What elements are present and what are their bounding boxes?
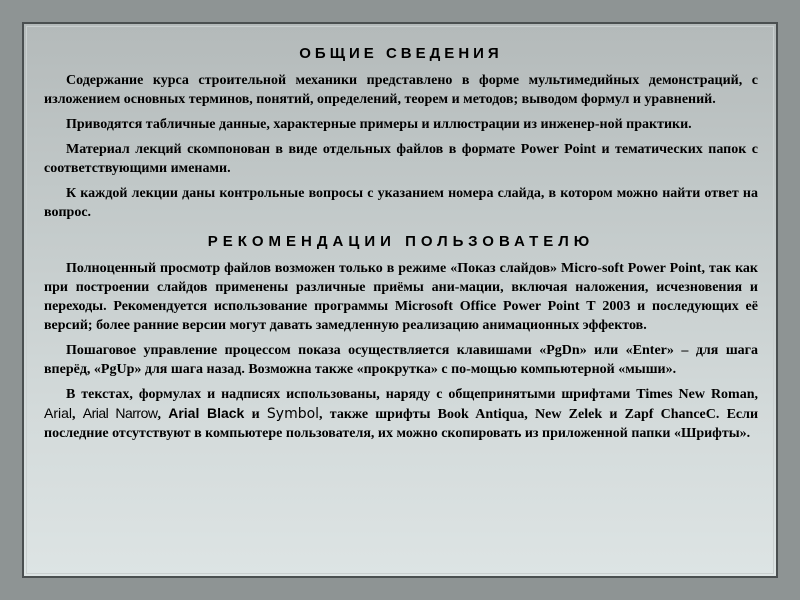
paragraph-rec-3: В текстах, формулах и надписях использованы, наряду с общепринятыми шрифтами Times New Roman, Arial, Arial Narrow, Arial Black и Symbol, также шрифты Book Antiqua, New Zelek и Zapf ChanceC. Если последние отсутствуют в компьютере пользователя, их можно скопировать из приложенной папки «Шрифты». <box>44 387 759 441</box>
content-area <box>44 24 758 449</box>
paragraph-rec-2: Пошаговое управление процессом показа осуществляется клавишами «PgDn» или «Enter» – для шага вперёд, «PgUp» для шага назад. Возможна также «прокрутка» с по-мощью компьютерной «мыши». <box>44 343 758 377</box>
font-name-symbol: Symbol <box>266 406 320 422</box>
paragraph-rec-3-start: В текстах, формулах и надписях использованы, наряду с общепринятыми шрифтами Times New Roman, <box>66 387 758 402</box>
paragraph-rec-3-end: , также шрифты Book Antiqua, New Zelek и Zapf ChanceC. Если последние отсутствуют в компьютере пользователя, их можно скопировать из приложенной папки «Шрифты». <box>44 407 759 441</box>
section-title-recommendations: РЕКОМЕНДАЦИИ ПОЛЬЗОВАТЕЛЮ <box>207 233 595 250</box>
paragraph-general-4: К каждой лекции даны контрольные вопросы с указанием номера слайда, в котором можно найти ответ на вопрос. <box>44 186 758 220</box>
font-name-arial-black: Arial Black <box>168 405 245 421</box>
paragraph-general-3: Материал лекций скомпонован в виде отдельных файлов в формате Power Point и тематических папок с соответствующими именами. <box>44 142 758 176</box>
font-name-arial-narrow: Arial Narrow <box>82 405 158 421</box>
section-title-general: ОБЩИЕ СВЕДЕНИЯ <box>299 45 503 62</box>
paragraph-rec-1: Полноценный просмотр файлов возможен только в режиме «Показ слайдов» Micro-soft Power Point, так как при построении слайдов применены различные приёмы ани-мации, включая наложения, исчезновения и переходы. Рекомендуется использование программы Microsoft Office Power Point Т 2003 и последующих её версий; более ранние версии могут давать замедленную реализацию анимационных эффектов. <box>44 261 758 333</box>
paragraph-general-2: Приводятся табличные данные, характерные примеры и иллюстрации из инженер-ной практики. <box>66 117 692 132</box>
paragraph-general-1: Содержание курса строительной механики представлено в форме мультимедийных демонстраций, с изложением основных терминов, понятий, определений, теорем и методов; выводом формул и уравнений. <box>44 73 758 107</box>
content-panel <box>22 22 778 578</box>
font-name-arial: Arial <box>44 405 73 421</box>
conjunction-and: и <box>251 407 260 422</box>
